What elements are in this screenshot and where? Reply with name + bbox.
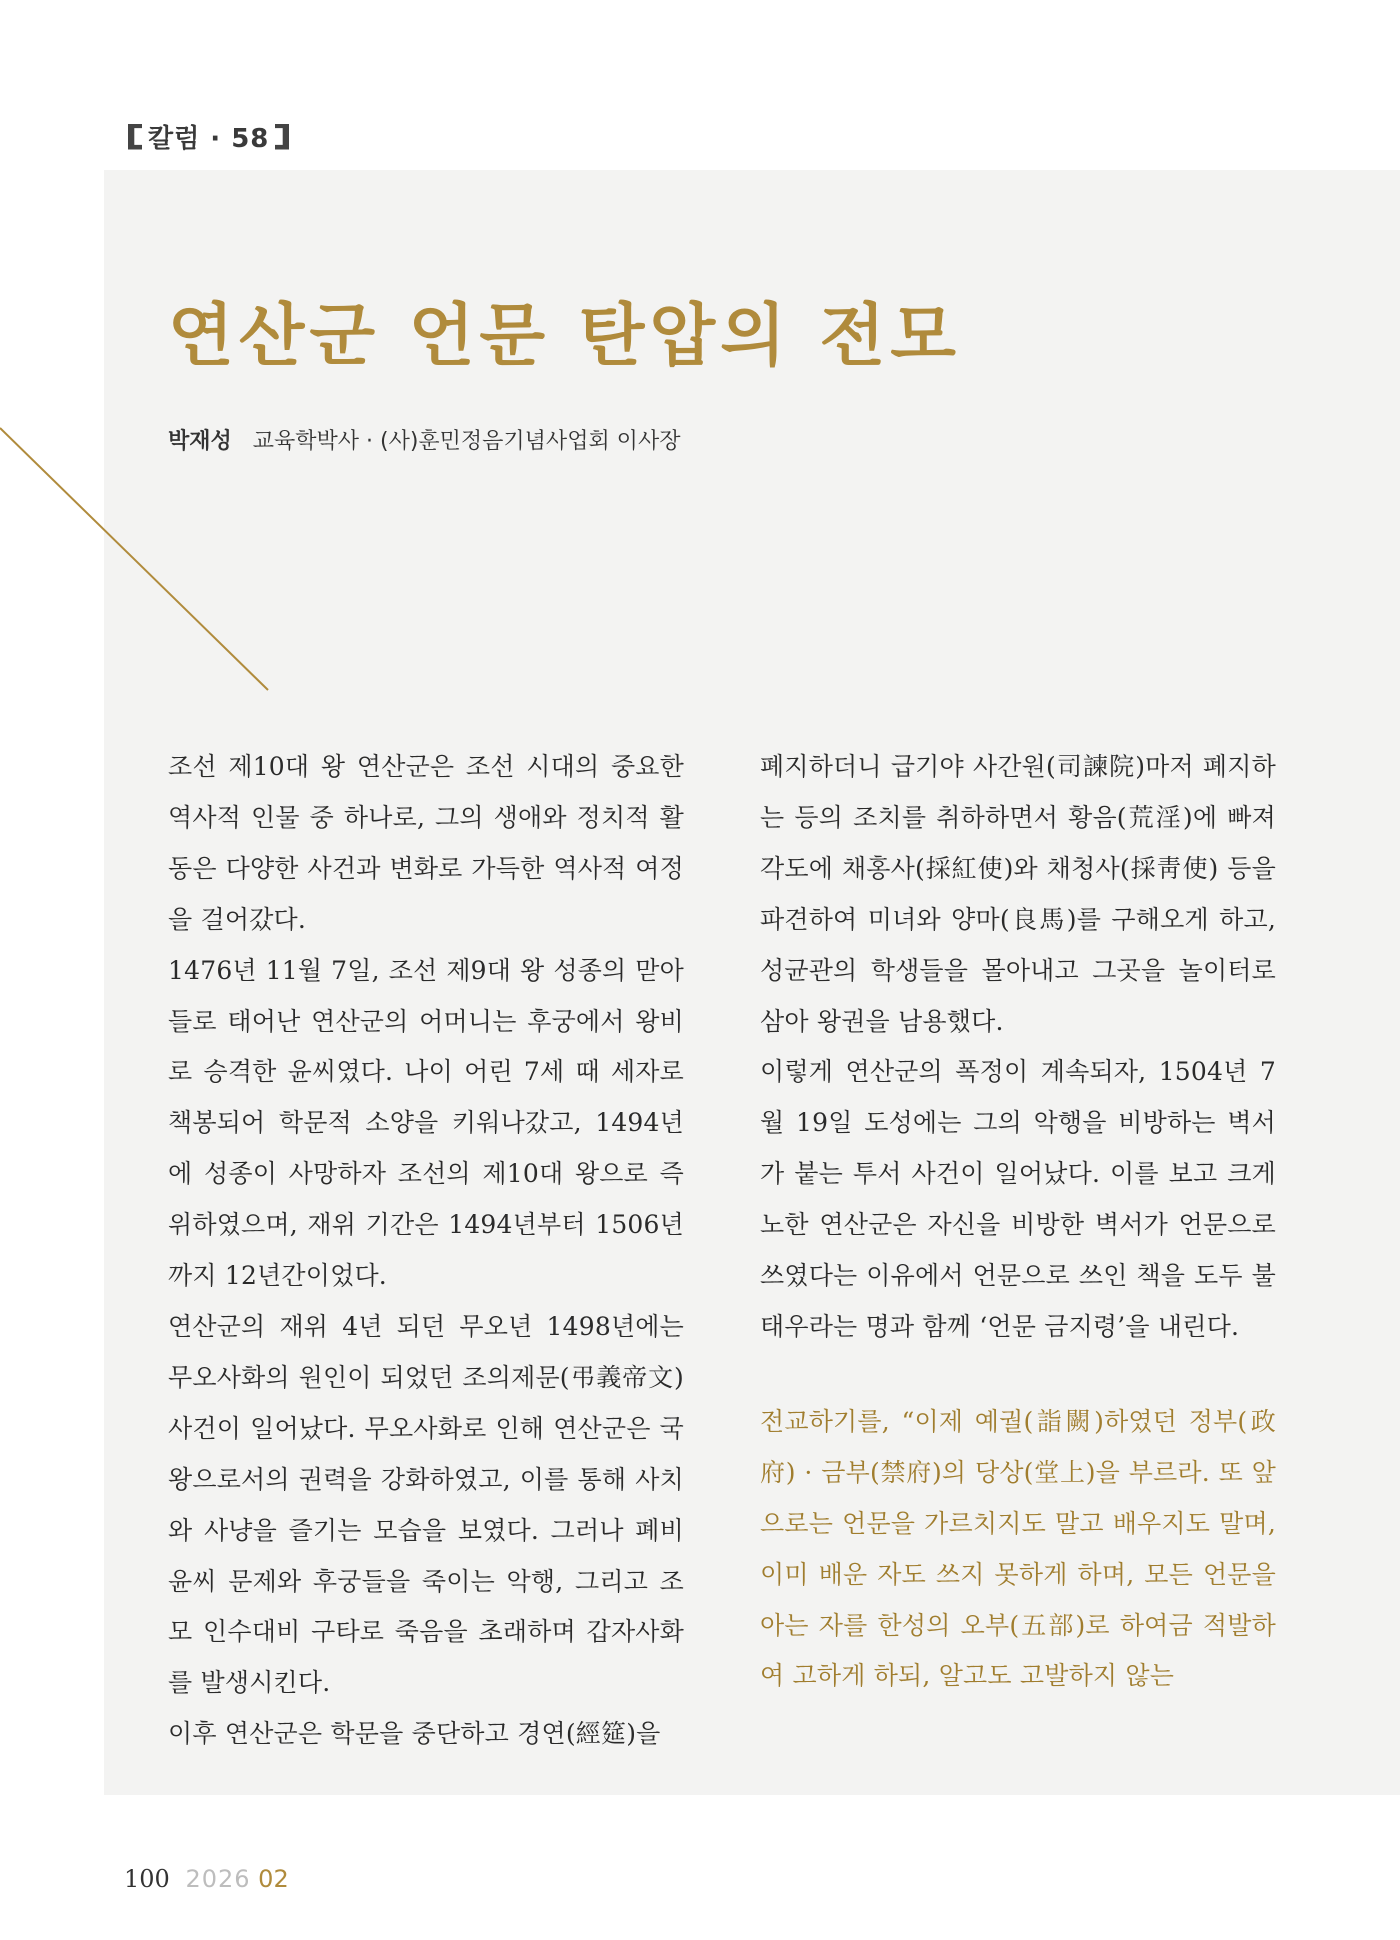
paragraph: 조선 제10대 왕 연산군은 조선 시대의 중요한 역사적 인물 중 하나로, 그의 생애와 정치적 활동은 다양한 사건과 변화로 가득한 역사적 여정을 걸어갔다. — [168, 752, 684, 934]
paragraph: 1476년 11월 7일, 조선 제9대 왕 성종의 맏아들로 태어난 연산군의 어머니는 후궁에서 왕비로 승격한 윤씨였다. 나이 어린 7세 때 세자로 책봉되어 학문적 소양을 키워나갔고, 1494년에 성종이 사망하자 조선의 제10대 왕으로 즉위하였으며, 재위 기간은 1494년부터 1506년까지 12년간이었다. — [168, 955, 684, 1291]
paragraph: 이후 연산군은 학문을 중단하고 경연(經筵)을 — [168, 1719, 661, 1749]
author-name: 박재성 — [168, 429, 232, 454]
issue-year: 2026 — [185, 1865, 251, 1893]
issue-month: 02 — [258, 1865, 289, 1893]
byline — [168, 424, 680, 455]
page-number: 100 — [124, 1865, 170, 1893]
left-column — [168, 742, 684, 1760]
paragraph: 이렇게 연산군의 폭정이 계속되자, 1504년 7월 19일 도성에는 그의 악행을 비방하는 벽서가 붙는 투서 사건이 일어났다. 이를 보고 크게 노한 연산군은 자신을 비방한 벽서가 언문으로 쓰였다는 이유에서 언문으로 쓰인 책을 도두 불태우라는 명과 함께 ‘언문 금지령’을 내린다. — [760, 1057, 1276, 1341]
bracket-right-icon — [275, 124, 289, 150]
right-column — [760, 742, 1276, 1702]
column-label — [128, 118, 289, 155]
article-title: 연산군 언문 탄압의 전모 — [168, 296, 961, 376]
author-title: 교육학박사 · (사)훈민정음기념사업회 이사장 — [252, 429, 681, 454]
column-label-text: 칼럼 · 58 — [148, 124, 270, 154]
historical-quote: 전교하기를, “이제 예궐(詣闕)하였던 정부(政府) · 금부(禁府)의 당상(堂上)을 부르라. 또 앞으로는 언문을 가르치지도 말고 배우지도 말며, 이미 배운 자도 쓰지 못하게 하며, 모든 언문을 아는 자를 한성의 오부(五部)로 하여금 적발하여 고하게 하되, 알고도 고발하지 않는 — [760, 1406, 1276, 1691]
paragraph: 폐지하더니 급기야 사간원(司諫院)마저 폐지하는 등의 조치를 취하하면서 황음(荒淫)에 빠져 각도에 채홍사(採紅使)와 채청사(採靑使) 등을 파견하여 미녀와 양마(良馬)를 구해오게 하고, 성균관의 학생들을 몰아내고 그곳을 놀이터로 삼아 왕권을 남용했다. — [760, 752, 1276, 1036]
bracket-left-icon — [128, 124, 142, 150]
paragraph: 연산군의 재위 4년 되던 무오년 1498년에는 무오사화의 원인이 되었던 조의제문(弔義帝文) 사건이 일어났다. 무오사화로 인해 연산군은 국왕으로서의 권력을 강화하였고, 이를 통해 사치와 사냥을 즐기는 모습을 보였다. 그러나 폐비 윤씨 문제와 후궁들을 죽이는 악행, 그리고 조모 인수대비 구타로 죽음을 초래하며 갑자사화를 발생시킨다. — [168, 1311, 684, 1698]
page-footer — [124, 1865, 289, 1893]
